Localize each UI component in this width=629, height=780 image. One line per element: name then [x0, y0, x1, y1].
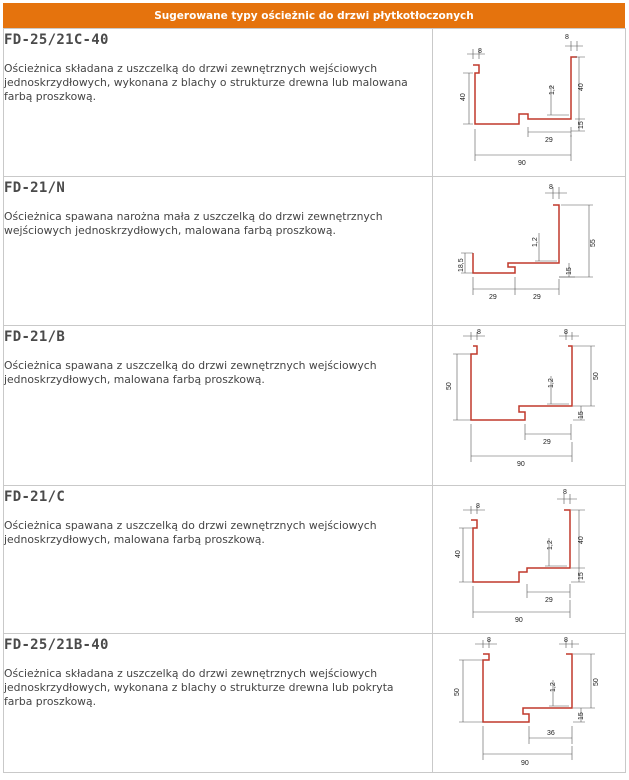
dim-label: 29	[533, 294, 541, 301]
dim-label: 29	[545, 137, 553, 144]
dim-label: 8	[549, 184, 553, 191]
table-row	[4, 634, 626, 773]
dim-label: 8	[476, 503, 480, 510]
dim-label: 1,2	[550, 682, 557, 692]
item-title: FD-25/21B-40	[4, 637, 109, 653]
table-row	[4, 177, 626, 326]
dim-label: 90	[521, 760, 529, 767]
item-description: Ościeżnica spawana narożna mała z uszczelką do drzwi zewnętrznych wejściowych jednoskrzydłowych, malowana farbą proszkową.	[4, 210, 383, 237]
dim-label: 1,2	[549, 85, 556, 95]
dim-label: 29	[489, 294, 497, 301]
profile-drawing	[433, 326, 625, 485]
dim-label: 8	[563, 489, 567, 496]
dim-label: 50	[593, 678, 600, 686]
dim-label: 40	[460, 93, 467, 101]
profile-drawing	[433, 486, 625, 633]
table-row	[4, 29, 626, 177]
frames-table-container	[3, 3, 625, 773]
dim-label: 15	[578, 121, 585, 129]
dim-label: 40	[455, 550, 462, 558]
profile-drawing	[433, 634, 625, 772]
dim-label: 40	[578, 536, 585, 544]
dim-label: 90	[518, 160, 526, 167]
dim-label: 8	[565, 34, 569, 41]
dim-label: 15	[578, 411, 585, 419]
dim-label: 50	[593, 372, 600, 380]
profile-drawing	[433, 29, 625, 176]
dim-label: 36	[547, 730, 555, 737]
dim-label: 29	[545, 597, 553, 604]
dim-label: 8	[478, 48, 482, 55]
item-description: Ościeżnica spawana z uszczelką do drzwi zewnętrznych wejściowych jednoskrzydłowych, malowana farbą proszkową.	[4, 359, 377, 386]
table-row	[4, 326, 626, 486]
item-title: FD-21/N	[4, 180, 66, 196]
table-row	[4, 486, 626, 634]
dim-label: 8	[564, 329, 568, 336]
dim-label: 15	[566, 267, 573, 275]
profile-drawing	[433, 177, 625, 325]
dim-label: 8	[487, 637, 491, 644]
dim-label: 1,2	[532, 237, 539, 247]
dim-label: 18,5	[458, 258, 465, 272]
item-title: FD-21/B	[4, 329, 66, 345]
dim-label: 50	[446, 382, 453, 390]
dim-label: 15	[578, 712, 585, 720]
item-description: Ościeżnica składana z uszczelką do drzwi zewnętrznych wejściowych jednoskrzydłowych, wykonana z blachy o strukturze drewna lub malowana farbą proszkową.	[4, 62, 408, 103]
dim-label: 40	[578, 83, 585, 91]
dim-label: 29	[543, 439, 551, 446]
dim-label: 90	[517, 461, 525, 468]
item-title: FD-25/21C-40	[4, 32, 109, 48]
dim-label: 8	[564, 637, 568, 644]
dim-label: 55	[590, 239, 597, 247]
table-header: Sugerowane typy ościeżnic do drzwi płytkotłoczonych	[3, 3, 625, 28]
dim-label: 8	[477, 329, 481, 336]
dim-label: 50	[454, 688, 461, 696]
item-description: Ościeżnica składana z uszczelką do drzwi zewnętrznych wejściowych jednoskrzydłowych, wykonana z blachy o strukturze drewna lub pokryta farba proszkową.	[4, 667, 394, 708]
dim-label: 1,2	[548, 378, 555, 388]
item-description: Ościeżnica spawana z uszczelką do drzwi zewnętrznych wejściowych jednoskrzydłowych, malowana farbą proszkową.	[4, 519, 377, 546]
item-title: FD-21/C	[4, 489, 66, 505]
dim-label: 1,2	[547, 540, 554, 550]
dim-label: 15	[578, 572, 585, 580]
dim-label: 90	[515, 617, 523, 624]
frames-table	[3, 28, 626, 773]
